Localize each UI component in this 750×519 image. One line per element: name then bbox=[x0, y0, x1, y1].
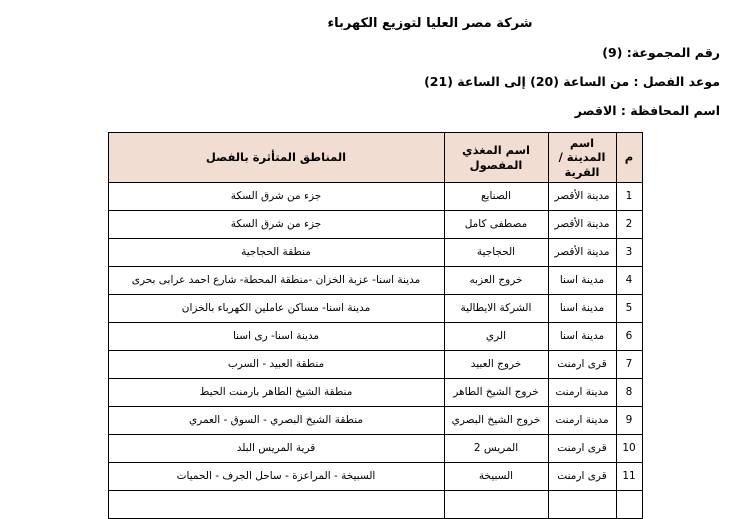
table-row bbox=[108, 351, 642, 379]
cell-num: 8 bbox=[616, 379, 642, 407]
document-header bbox=[28, 16, 722, 118]
cell-city: قرى ارمنت bbox=[548, 351, 616, 379]
governorate-line: اسم المحافظة : الاقصر bbox=[574, 103, 720, 118]
table-row bbox=[108, 267, 642, 295]
cell-num bbox=[616, 491, 642, 519]
cell-feeder: الصنايع bbox=[444, 183, 548, 211]
column-header-feeder: اسم المغذي المفصول bbox=[444, 133, 548, 183]
table-row bbox=[108, 183, 642, 211]
table-row bbox=[108, 463, 642, 491]
cell-feeder: خروج الشيخ الطاهر bbox=[444, 379, 548, 407]
cell-feeder: المريس 2 bbox=[444, 435, 548, 463]
table-header-row bbox=[108, 133, 642, 183]
cell-city: مدينة ارمنت bbox=[548, 379, 616, 407]
cell-feeder: مصطفى كامل bbox=[444, 211, 548, 239]
outage-table bbox=[108, 132, 643, 519]
group-number-line: رقم المجموعة: (9) bbox=[602, 45, 720, 60]
cell-num: 11 bbox=[616, 463, 642, 491]
cell-city: مدينة اسنا bbox=[548, 323, 616, 351]
cell-feeder: الحجاجية bbox=[444, 239, 548, 267]
cell-feeder: السبيخة bbox=[444, 463, 548, 491]
table-row bbox=[108, 211, 642, 239]
cell-feeder: خروج الشيخ البصري bbox=[444, 407, 548, 435]
cell-feeder: الشركة الايطالية bbox=[444, 295, 548, 323]
cell-areas: منطقة الحجاجية bbox=[108, 239, 444, 267]
outage-time-line: موعد الفصل : من الساعة (20) إلى الساعة (21) bbox=[424, 74, 720, 89]
cell-num: 1 bbox=[616, 183, 642, 211]
cell-num: 9 bbox=[616, 407, 642, 435]
cell-num: 10 bbox=[616, 435, 642, 463]
table-row bbox=[108, 407, 642, 435]
table-row-empty bbox=[108, 491, 642, 519]
cell-num: 6 bbox=[616, 323, 642, 351]
column-header-city: اسم المدينة / القرية bbox=[548, 133, 616, 183]
cell-areas: منطقة العبيد - السرب bbox=[108, 351, 444, 379]
cell-areas: مدينة اسنا- عزبة الخزان -منطقة المحطة- شارع احمد عرابى بحرى bbox=[108, 267, 444, 295]
table-body bbox=[108, 183, 642, 519]
table-row bbox=[108, 323, 642, 351]
cell-city: قرى ارمنت bbox=[548, 463, 616, 491]
cell-num: 5 bbox=[616, 295, 642, 323]
cell-num: 3 bbox=[616, 239, 642, 267]
cell-feeder: خروج العزبه bbox=[444, 267, 548, 295]
cell-feeder bbox=[444, 491, 548, 519]
cell-areas: منطقة الشيخ الطاهر بارمنت الحيط bbox=[108, 379, 444, 407]
cell-areas: جزء من شرق السكة bbox=[108, 211, 444, 239]
cell-city bbox=[548, 491, 616, 519]
cell-city: مدينة اسنا bbox=[548, 267, 616, 295]
cell-feeder: خروج العبيد bbox=[444, 351, 548, 379]
table-header bbox=[108, 133, 642, 183]
cell-areas bbox=[108, 491, 444, 519]
cell-num: 2 bbox=[616, 211, 642, 239]
cell-city: قرى ارمنت bbox=[548, 435, 616, 463]
cell-areas: السبيخة - المراعزة - ساحل الجرف - الحميات bbox=[108, 463, 444, 491]
cell-areas: مدينة اسنا- مساكن عاملين الكهرباء بالخزان bbox=[108, 295, 444, 323]
cell-areas: مدينة اسنا- رى اسنا bbox=[108, 323, 444, 351]
cell-num: 7 bbox=[616, 351, 642, 379]
table-row bbox=[108, 435, 642, 463]
cell-city: مدينة اسنا bbox=[548, 295, 616, 323]
company-title: شركة مصر العليا لتوزيع الكهرباء bbox=[327, 16, 533, 31]
column-header-num: م bbox=[616, 133, 642, 183]
table-row bbox=[108, 239, 642, 267]
cell-city: مدينة الأقصر bbox=[548, 211, 616, 239]
table-row bbox=[108, 295, 642, 323]
cell-city: مدينة الأقصر bbox=[548, 239, 616, 267]
cell-feeder: الري bbox=[444, 323, 548, 351]
cell-city: مدينة ارمنت bbox=[548, 407, 616, 435]
cell-num: 4 bbox=[616, 267, 642, 295]
table-row bbox=[108, 379, 642, 407]
cell-areas: منطقة الشيخ البصري - السوق - العمري bbox=[108, 407, 444, 435]
cell-areas: قرية المريس البلد bbox=[108, 435, 444, 463]
cell-areas: جزء من شرق السكة bbox=[108, 183, 444, 211]
cell-city: مدينة الأقصر bbox=[548, 183, 616, 211]
column-header-areas: المناطق المتأثرة بالفصل bbox=[108, 133, 444, 183]
